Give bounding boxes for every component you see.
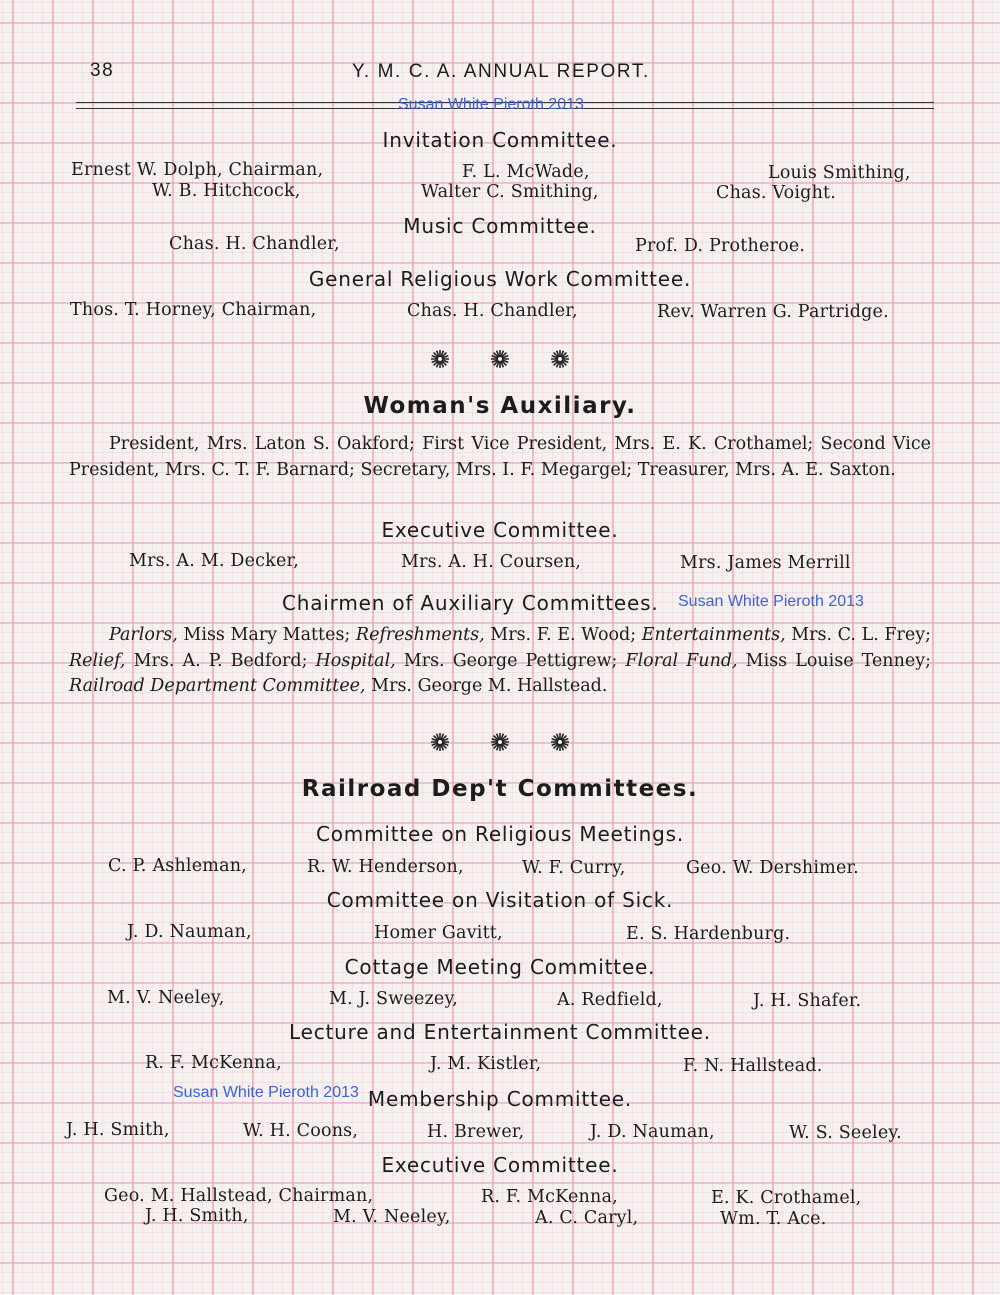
member-name: C. P. Ashleman, xyxy=(108,856,247,876)
invitation-committee-title: Invitation Committee. xyxy=(382,128,618,152)
watermark: Susan White Pieroth 2013 xyxy=(398,96,584,113)
watermark: Susan White Pieroth 2013 xyxy=(173,1084,359,1101)
committee-name: Floral Fund, xyxy=(625,650,738,671)
auxiliary-officers-text: President, Mrs. Laton S. Oakford; First Vice President, Mrs. E. K. Crothamel; Second Vice President, Mrs. C. T. F. Barnard; Secretary, Mrs. I. F. Megargel; Treasurer, Mrs. A. E. Saxton. xyxy=(69,434,931,480)
music-committee-title: Music Committee. xyxy=(403,214,597,238)
member-name: J. H. Smith, xyxy=(66,1120,170,1140)
member-name: J. D. Nauman, xyxy=(127,922,252,942)
member-name: A. C. Caryl, xyxy=(535,1208,639,1228)
member-name: F. L. McWade, xyxy=(462,162,590,182)
asterisk-ornament-icon xyxy=(489,731,511,753)
asterisk-ornament-icon xyxy=(429,348,451,370)
running-header: Y. M. C. A. ANNUAL REPORT. xyxy=(352,61,650,82)
member-name: Walter C. Smithing, xyxy=(421,182,599,202)
auxiliary-chairmen-text xyxy=(69,623,931,700)
member-name: Mrs. A. H. Coursen, xyxy=(401,552,582,572)
member-name: R. F. McKenna, xyxy=(145,1053,282,1073)
member-name: Wm. T. Ace. xyxy=(720,1209,827,1229)
chairman-name: Mrs. George M. Hallstead. xyxy=(365,676,608,696)
member-name: Geo. W. Dershimer. xyxy=(686,858,859,878)
chairman-name: Mrs. A. P. Bedford; xyxy=(125,650,316,671)
member-name: F. N. Hallstead. xyxy=(683,1056,823,1076)
member-name: W. H. Coons, xyxy=(243,1121,359,1141)
chairman-name: Mrs. C. L. Frey; xyxy=(785,625,931,645)
asterisk-ornament-icon xyxy=(489,348,511,370)
member-name: W. F. Curry, xyxy=(522,858,626,878)
asterisk-ornament-icon xyxy=(549,731,571,753)
chairman-name: Miss Louise Tenney; xyxy=(737,650,931,671)
section-ornament xyxy=(0,348,1000,370)
member-name: J. D. Nauman, xyxy=(590,1122,715,1142)
member-name: A. Redfield, xyxy=(557,990,663,1010)
member-name: R. W. Henderson, xyxy=(307,857,464,877)
religious-meetings-committee-title: Committee on Religious Meetings. xyxy=(315,822,684,846)
member-name: E. S. Hardenburg. xyxy=(626,924,791,944)
member-name: Chas. Voight. xyxy=(716,183,837,203)
member-name: Chas. H. Chandler, xyxy=(407,301,578,321)
member-name: Chas. H. Chandler, xyxy=(169,234,340,254)
committee-name: Refreshments, xyxy=(355,625,485,645)
member-name: M. V. Neeley, xyxy=(333,1207,451,1227)
member-name: W. S. Seeley. xyxy=(789,1123,902,1143)
lecture-committee-title: Lecture and Entertainment Committee. xyxy=(289,1020,711,1044)
member-name: M. V. Neeley, xyxy=(107,988,225,1008)
womans-auxiliary-title: Woman's Auxiliary. xyxy=(363,393,637,419)
member-name: Louis Smithing, xyxy=(768,163,911,183)
member-name: R. F. McKenna, xyxy=(481,1187,618,1207)
committee-name: Parlors, xyxy=(109,625,178,645)
auxiliary-executive-committee-title: Executive Committee. xyxy=(381,518,619,542)
member-name: Homer Gavitt, xyxy=(374,923,503,943)
asterisk-ornament-icon xyxy=(549,348,571,370)
chairman-name: Mrs. George Pettigrew; xyxy=(395,650,626,671)
member-name: W. B. Hitchcock, xyxy=(152,181,301,201)
visitation-committee-title: Committee on Visitation of Sick. xyxy=(326,888,674,912)
member-name: Mrs. A. M. Decker, xyxy=(129,551,299,571)
auxiliary-chairmen-paragraph xyxy=(69,623,931,700)
religious-work-committee-title: General Religious Work Committee. xyxy=(308,267,692,291)
committee-name: Entertainments, xyxy=(641,625,786,645)
member-name: Mrs. James Merrill xyxy=(680,553,851,573)
member-name: H. Brewer, xyxy=(427,1122,525,1142)
member-name: Geo. M. Hallstead, Chairman, xyxy=(104,1186,374,1206)
asterisk-ornament-icon xyxy=(429,731,451,753)
auxiliary-chairmen-title: Chairmen of Auxiliary Committees. xyxy=(282,591,659,615)
railroad-committees-title: Railroad Dep't Committees. xyxy=(301,776,699,802)
railroad-executive-committee-title: Executive Committee. xyxy=(381,1153,619,1177)
chairman-name: Miss Mary Mattes; xyxy=(177,625,356,645)
membership-committee-title: Membership Committee. xyxy=(367,1087,633,1111)
member-name: Ernest W. Dolph, Chairman, xyxy=(71,160,324,180)
member-name: Rev. Warren G. Partridge. xyxy=(657,302,889,322)
auxiliary-officers-paragraph xyxy=(69,432,931,483)
committee-name: Relief, xyxy=(69,650,126,671)
section-ornament xyxy=(0,731,1000,753)
watermark: Susan White Pieroth 2013 xyxy=(678,593,864,610)
member-name: Prof. D. Protheroe. xyxy=(635,236,806,256)
member-name: M. J. Sweezey, xyxy=(329,989,459,1009)
committee-name: Hospital, xyxy=(315,650,396,671)
member-name: J. H. Smith, xyxy=(145,1206,249,1226)
member-name: J. H. Shafer. xyxy=(753,991,862,1011)
member-name: J. M. Kistler, xyxy=(430,1054,542,1074)
member-name: E. K. Crothamel, xyxy=(711,1188,862,1208)
cottage-meeting-committee-title: Cottage Meeting Committee. xyxy=(344,955,656,979)
page-number: 38 xyxy=(90,60,115,81)
member-name: Thos. T. Horney, Chairman, xyxy=(70,300,317,320)
chairman-name: Mrs. F. E. Wood; xyxy=(484,625,642,645)
committee-name: Railroad Department Committee, xyxy=(69,676,366,696)
